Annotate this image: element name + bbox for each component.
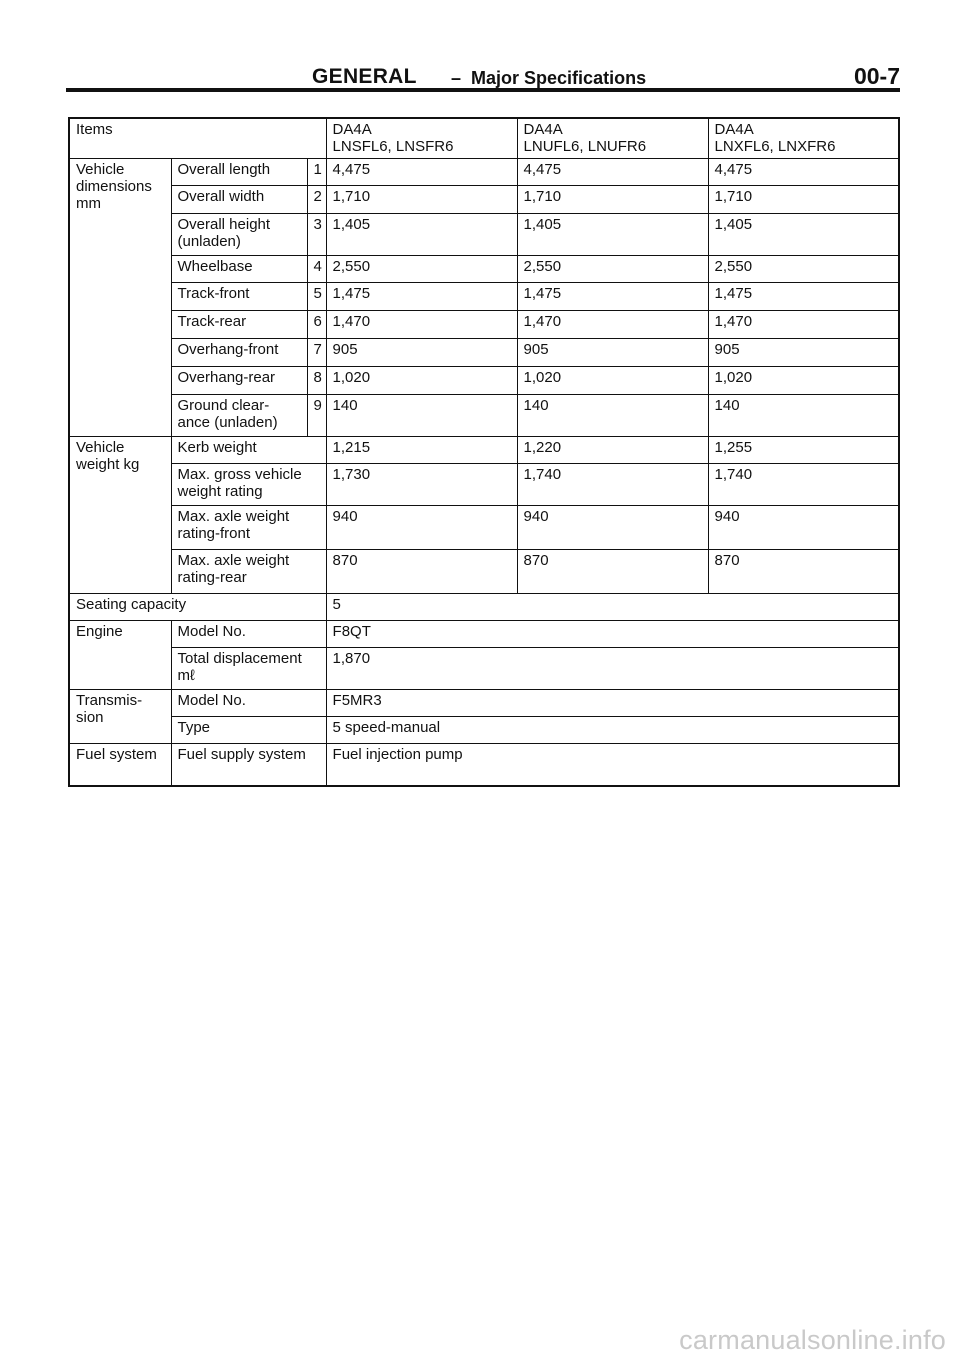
- row-number: 6: [307, 311, 326, 339]
- table-row: [69, 159, 899, 186]
- table-row: [69, 506, 899, 550]
- row-label: Type: [171, 717, 326, 744]
- value-cell: 1,220: [517, 437, 708, 464]
- transmission-group-label: Transmis- sion: [69, 690, 171, 744]
- title-dash: –: [451, 68, 462, 88]
- table-row: [69, 214, 899, 256]
- value-cell: 1,710: [708, 186, 899, 214]
- row-number: 4: [307, 256, 326, 283]
- value-cell: 940: [326, 506, 517, 550]
- seating-label: Seating capacity: [69, 594, 326, 621]
- value-cell: 1,475: [517, 283, 708, 311]
- table-row: [69, 464, 899, 506]
- model-header-2: DA4A LNUFL6, LNUFR6: [517, 118, 708, 159]
- table-row: [69, 256, 899, 283]
- table-row: [69, 395, 899, 437]
- value-cell: 870: [708, 550, 899, 594]
- row-label: Overall width: [171, 186, 307, 214]
- value-cell: 140: [708, 395, 899, 437]
- row-label: Model No.: [171, 621, 326, 648]
- value-cell: 1,470: [517, 311, 708, 339]
- value-cell: 1,740: [708, 464, 899, 506]
- major-specifications-table: [68, 117, 900, 787]
- row-number: 9: [307, 395, 326, 437]
- value-cell: Fuel injection pump: [326, 744, 899, 787]
- seating-value: 5: [326, 594, 899, 621]
- value-cell: 905: [708, 339, 899, 367]
- value-cell: 940: [708, 506, 899, 550]
- value-cell: F5MR3: [326, 690, 899, 717]
- table-row: [69, 339, 899, 367]
- table-row: [69, 648, 899, 690]
- page-header: [66, 62, 900, 92]
- row-label: Track-rear: [171, 311, 307, 339]
- row-label: Overhang-rear: [171, 367, 307, 395]
- row-label: Model No.: [171, 690, 326, 717]
- value-cell: 1,870: [326, 648, 899, 690]
- value-cell: 1,710: [517, 186, 708, 214]
- value-cell: 1,020: [708, 367, 899, 395]
- value-cell: 1,470: [708, 311, 899, 339]
- value-cell: 870: [517, 550, 708, 594]
- table-row: [69, 367, 899, 395]
- row-number: 1: [307, 159, 326, 186]
- value-cell: 1,405: [326, 214, 517, 256]
- value-cell: 1,470: [326, 311, 517, 339]
- value-cell: 1,405: [517, 214, 708, 256]
- value-cell: 905: [517, 339, 708, 367]
- row-label: Ground clear- ance (unladen): [171, 395, 307, 437]
- value-cell: 1,215: [326, 437, 517, 464]
- row-label: Fuel supply system: [171, 744, 326, 787]
- value-cell: 1,710: [326, 186, 517, 214]
- dimensions-group-label: Vehicle dimensions mm: [69, 159, 171, 437]
- row-label: Max. axle weight rating-rear: [171, 550, 326, 594]
- row-label: Max. gross vehicle weight rating: [171, 464, 326, 506]
- section-subtitle: [451, 68, 646, 89]
- value-cell: 2,550: [326, 256, 517, 283]
- value-cell: 2,550: [708, 256, 899, 283]
- section-title: GENERAL: [312, 65, 417, 88]
- table-row: [69, 744, 899, 787]
- table-row: [69, 550, 899, 594]
- table-header-row: [69, 118, 899, 159]
- table-row: [69, 621, 899, 648]
- value-cell: 1,740: [517, 464, 708, 506]
- model-header-3: DA4A LNXFL6, LNXFR6: [708, 118, 899, 159]
- row-label: Wheelbase: [171, 256, 307, 283]
- watermark: carmanualsonline.info: [679, 1325, 946, 1355]
- value-cell: 140: [517, 395, 708, 437]
- row-number: 8: [307, 367, 326, 395]
- value-cell: 4,475: [708, 159, 899, 186]
- items-header: Items: [69, 118, 326, 159]
- row-number: 7: [307, 339, 326, 367]
- value-cell: 1,020: [326, 367, 517, 395]
- row-label: Overhang-front: [171, 339, 307, 367]
- value-cell: 1,475: [326, 283, 517, 311]
- weight-group-label: Vehicle weight kg: [69, 437, 171, 594]
- row-label: Kerb weight: [171, 437, 326, 464]
- page-number: 00-7: [853, 63, 900, 89]
- value-cell: 905: [326, 339, 517, 367]
- row-number: 2: [307, 186, 326, 214]
- table-row: [69, 594, 899, 621]
- value-cell: 1,475: [708, 283, 899, 311]
- value-cell: 1,405: [708, 214, 899, 256]
- value-cell: F8QT: [326, 621, 899, 648]
- engine-group-label: Engine: [69, 621, 171, 690]
- fuel-group-label: Fuel system: [69, 744, 171, 787]
- value-cell: 1,730: [326, 464, 517, 506]
- value-cell: 140: [326, 395, 517, 437]
- value-cell: 4,475: [517, 159, 708, 186]
- row-label: Overall height (unladen): [171, 214, 307, 256]
- row-label: Total displacement mℓ: [171, 648, 326, 690]
- value-cell: 940: [517, 506, 708, 550]
- row-label: Track-front: [171, 283, 307, 311]
- row-number: 5: [307, 283, 326, 311]
- row-number: 3: [307, 214, 326, 256]
- table-row: [69, 717, 899, 744]
- value-cell: 2,550: [517, 256, 708, 283]
- table-row: [69, 311, 899, 339]
- row-label: Overall length: [171, 159, 307, 186]
- row-label: Max. axle weight rating-front: [171, 506, 326, 550]
- value-cell: 870: [326, 550, 517, 594]
- table-row: [69, 186, 899, 214]
- value-cell: 5 speed-manual: [326, 717, 899, 744]
- value-cell: 1,020: [517, 367, 708, 395]
- subtitle-text: Major Specifications: [471, 68, 647, 88]
- value-cell: 1,255: [708, 437, 899, 464]
- table-row: [69, 690, 899, 717]
- table-row: [69, 283, 899, 311]
- table-row: [69, 437, 899, 464]
- value-cell: 4,475: [326, 159, 517, 186]
- model-header-1: DA4A LNSFL6, LNSFR6: [326, 118, 517, 159]
